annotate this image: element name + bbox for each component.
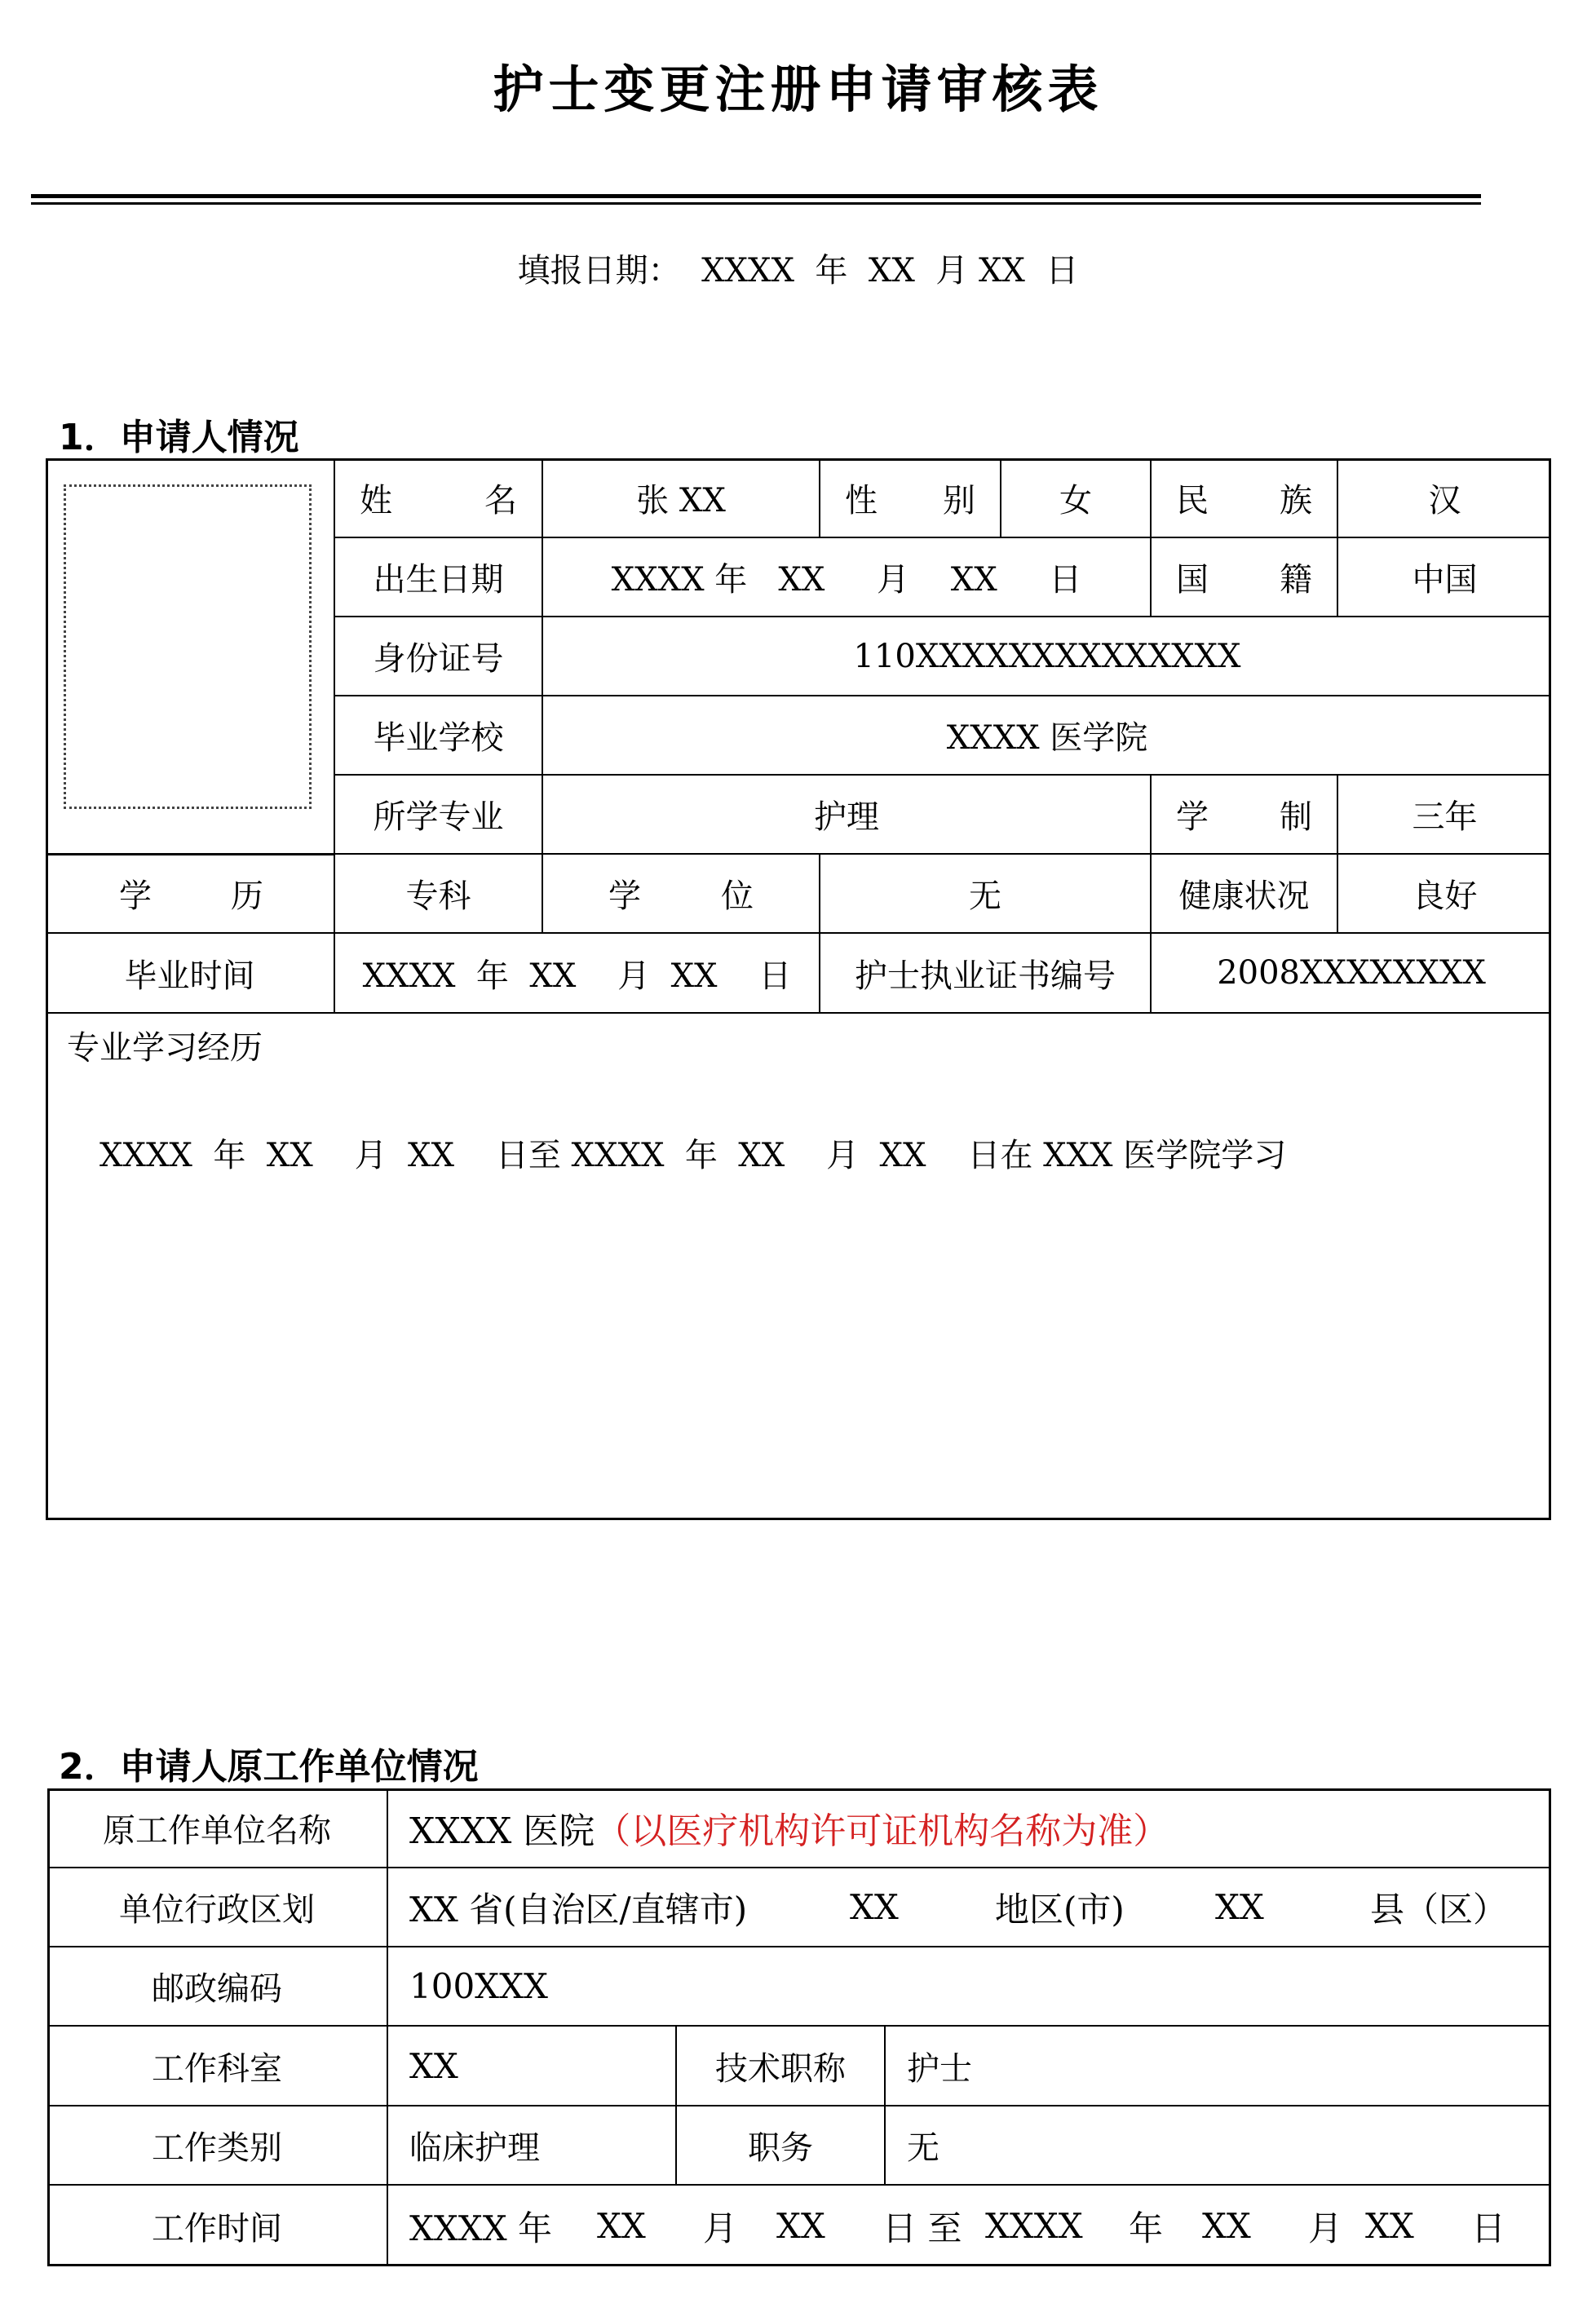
form-title: 护士变更注册申请审核表 <box>493 60 1103 119</box>
nationality-label: 国 籍 <box>1152 538 1338 617</box>
license-value: 2008XXXXXXXX <box>1152 934 1551 1014</box>
title-rule-bottom <box>31 202 1481 205</box>
health-label: 健康状况 <box>1152 855 1338 934</box>
tech-title-label: 技术职称 <box>677 2027 886 2106</box>
unit-name-value: XXXX 医院 （以医疗机构许可证机构名称为准） <box>388 1788 1551 1868</box>
experience-label: 专业学习经历 <box>67 1029 263 1067</box>
region-label: 单位行政区划 <box>47 1868 388 1947</box>
region-value: XX 省(自治区/直辖市) XX 地区(市) XX 县（区） <box>388 1868 1551 1947</box>
category-value: 临床护理 <box>388 2106 677 2186</box>
degree-value: 无 <box>820 855 1152 934</box>
work-time-value: XXXX 年 XX 月 XX 日 至 XXXX 年 XX 月 XX 日 <box>409 2206 1506 2248</box>
work-time-label: 工作时间 <box>47 2186 388 2266</box>
title-rule-top <box>31 194 1481 198</box>
grad-time-value: XXXX 年 XX 月 XX 日 <box>335 934 820 1014</box>
gender-value: 女 <box>1001 458 1152 538</box>
unit-name-label: 原工作单位名称 <box>47 1788 388 1868</box>
postcode-label: 邮政编码 <box>47 1947 388 2027</box>
id-value: 110XXXXXXXXXXXXXX <box>543 617 1551 696</box>
school-label: 毕业学校 <box>335 696 543 776</box>
birth-label: 出生日期 <box>335 538 543 617</box>
ethnic-label: 民 族 <box>1152 458 1338 538</box>
ethnic-value: 汉 <box>1338 458 1551 538</box>
health-value: 良好 <box>1338 855 1551 934</box>
photo-cell <box>46 458 335 855</box>
birth-value: XXXX 年 XX 月 XX 日 <box>543 538 1152 617</box>
major-value: 护理 <box>543 776 1152 855</box>
unit-name-note: （以医疗机构许可证机构名称为准） <box>595 1810 1169 1852</box>
experience-text: XXXX 年 XX 月 XX 日至 XXXX 年 XX 月 XX 日在 XXX 医学院学习 <box>99 1137 1287 1174</box>
nationality-value: 中国 <box>1338 538 1551 617</box>
system-value: 三年 <box>1338 776 1551 855</box>
gender-label: 性 别 <box>820 458 1001 538</box>
dept-value: XX <box>388 2027 677 2106</box>
postcode-value: 100XXX <box>388 1947 1551 2027</box>
education-label: 学 历 <box>46 855 335 934</box>
education-value: 专科 <box>335 855 543 934</box>
section2-heading: 2．申请人原工作单位情况 <box>59 1746 479 1788</box>
position-label: 职务 <box>677 2106 886 2186</box>
school-value: XXXX 医学院 <box>543 696 1551 776</box>
category-label: 工作类别 <box>47 2106 388 2186</box>
system-label: 学 制 <box>1152 776 1338 855</box>
tech-title-value: 护士 <box>886 2027 1551 2106</box>
id-label: 身份证号 <box>335 617 543 696</box>
dept-label: 工作科室 <box>47 2027 388 2106</box>
major-label: 所学专业 <box>335 776 543 855</box>
degree-label: 学 位 <box>543 855 820 934</box>
fill-date: 填报日期： XXXX 年 XX 月 XX 日 <box>517 252 1079 290</box>
position-value: 无 <box>886 2106 1551 2186</box>
name-value: 张 XX <box>543 458 820 538</box>
license-label: 护士执业证书编号 <box>820 934 1152 1014</box>
grad-time-label: 毕业时间 <box>46 934 335 1014</box>
name-label: 姓 名 <box>335 458 543 538</box>
section1-heading: 1．申请人情况 <box>59 417 299 458</box>
